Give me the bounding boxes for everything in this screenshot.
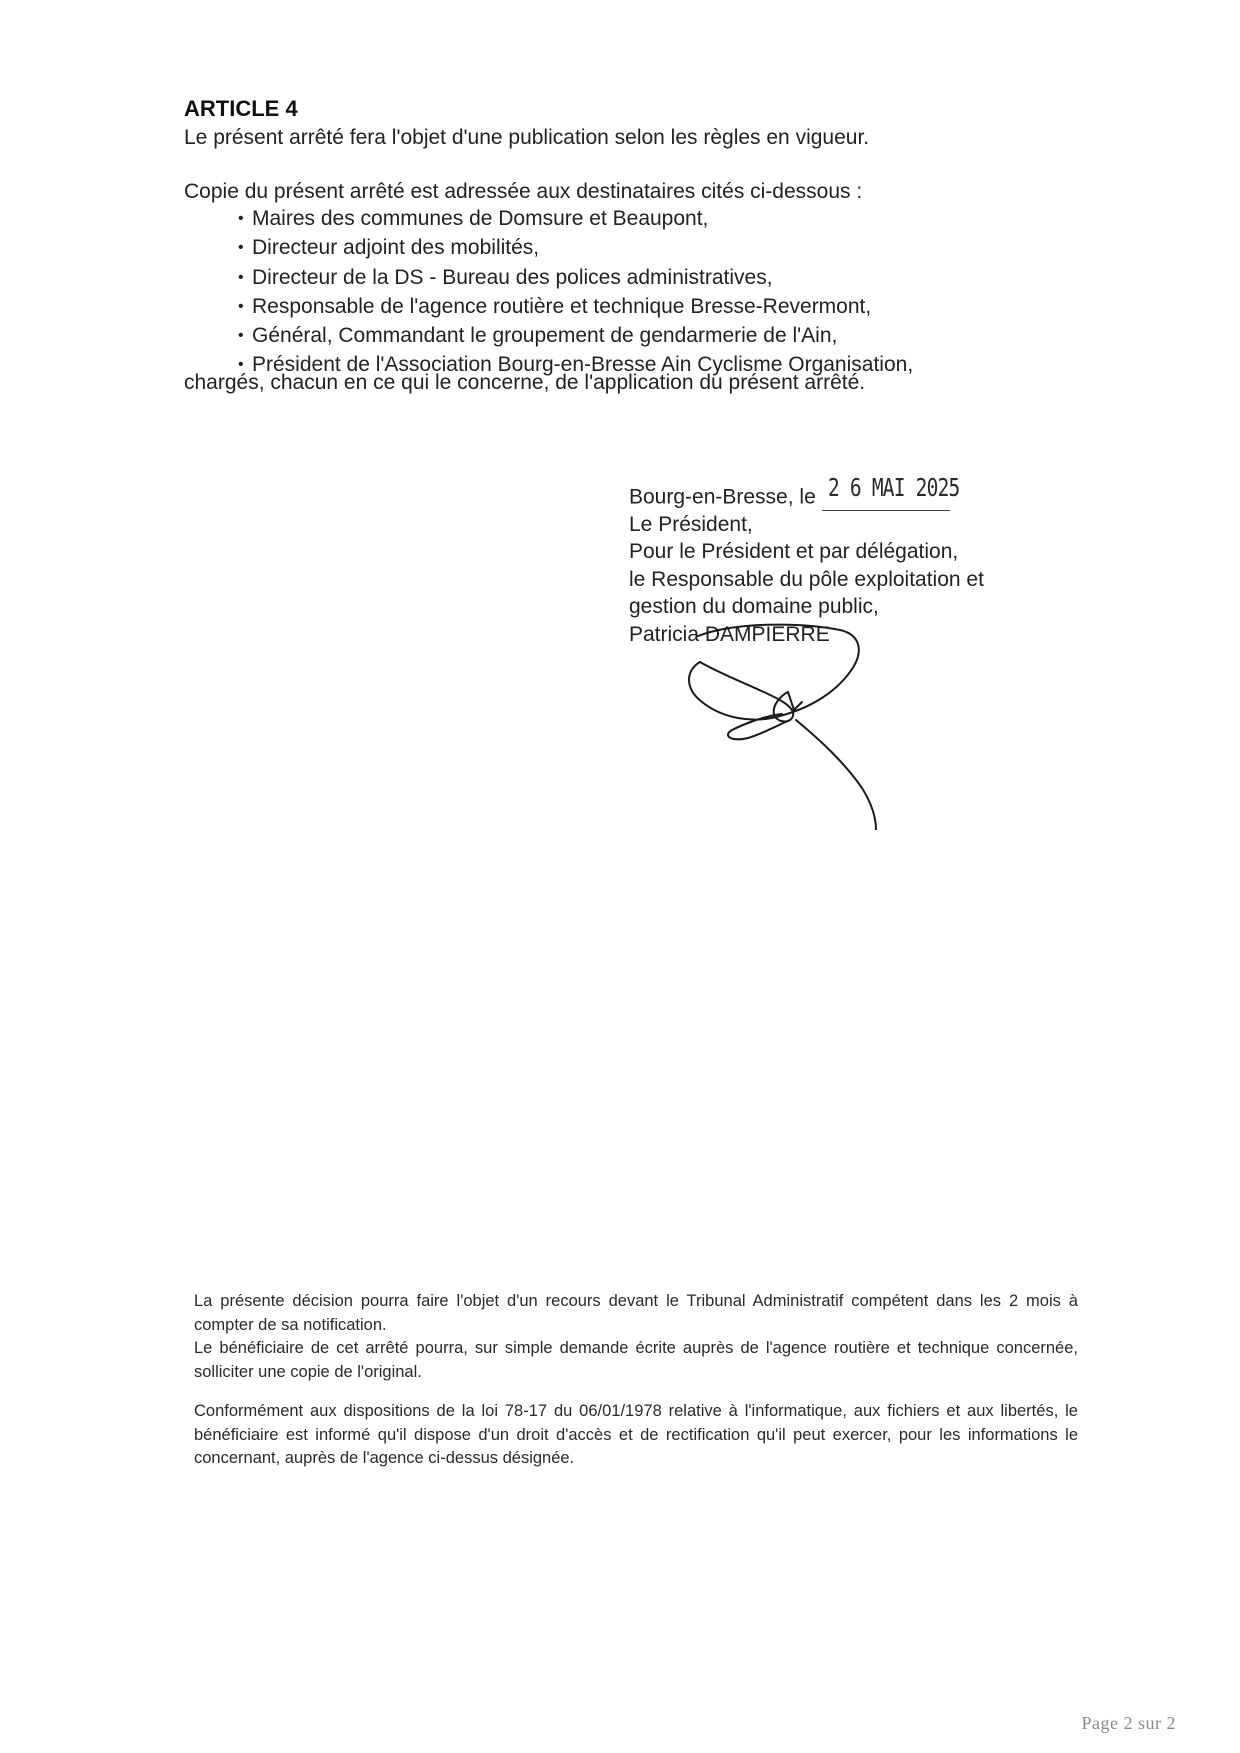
closing-text: chargés, chacun en ce qui le concerne, de l'application du présent arrêté. xyxy=(184,371,866,394)
handwritten-signature xyxy=(640,600,940,830)
recipient-item: • Maires des communes de Domsure et Beaupont, xyxy=(238,205,913,234)
legal-notice-privacy xyxy=(194,1400,1078,1471)
role-line: le Responsable du pôle exploitation et xyxy=(629,567,984,591)
signature-place: Bourg-en-Bresse, le xyxy=(629,485,816,509)
signatory-name: Patricia DAMPIERRE xyxy=(629,622,830,646)
legal-notice-recourse-copy xyxy=(194,1290,1078,1384)
publication-text: Le présent arrêté fera l'objet d'une publication selon les règles en vigueur. xyxy=(184,126,870,149)
recipient-item: • Responsable de l'agence routière et technique Bresse-Revermont, xyxy=(238,293,913,322)
recipient-item: • Général, Commandant le groupement de gendarmerie de l'Ain, xyxy=(238,322,913,351)
signatory-title: Le Président, xyxy=(629,513,753,536)
page-number: Page 2 sur 2 xyxy=(1081,1713,1176,1733)
role-line-continued: gestion du domaine public, xyxy=(629,595,879,619)
privacy-notice: Conformément aux dispositions de la loi 78-17 du 06/01/1978 relative à l'informatique, aux fichiers et aux libertés, le bénéficiaire est informé qu'il dispose d'un droit d'accès et de rectification qu'il peut exercer, pour les informations le concernant, auprès de l'agence ci-dessus désignée. xyxy=(194,1402,1078,1467)
recipient-list xyxy=(238,205,913,381)
signature-place-date xyxy=(629,473,984,511)
recipient-item: • Directeur adjoint des mobilités, xyxy=(238,234,913,263)
recipient-item: • Directeur de la DS - Bureau des polices administratives, xyxy=(238,264,913,293)
article-title: ARTICLE 4 xyxy=(184,96,298,121)
recipient-item: • Président de l'Association Bourg-en-Bresse Ain Cyclisme Organisation, xyxy=(238,351,913,380)
delegation-line: Pour le Président et par délégation, xyxy=(629,540,959,564)
date-line xyxy=(822,473,960,511)
copy-intro-text: Copie du présent arrêté est adressée aux destinataires cités ci-dessous : xyxy=(184,180,863,203)
copy-notice: Le bénéficiaire de cet arrêté pourra, sur simple demande écrite auprès de l'agence routière et technique concernée, solliciter une copie de l'original. xyxy=(194,1339,1078,1381)
date-stamp: 2 6 MAI 2025 xyxy=(827,473,960,502)
recourse-notice: La présente décision pourra faire l'objet d'un recours devant le Tribunal Administratif compétent dans les 2 mois à compter de sa notification. xyxy=(194,1292,1078,1334)
